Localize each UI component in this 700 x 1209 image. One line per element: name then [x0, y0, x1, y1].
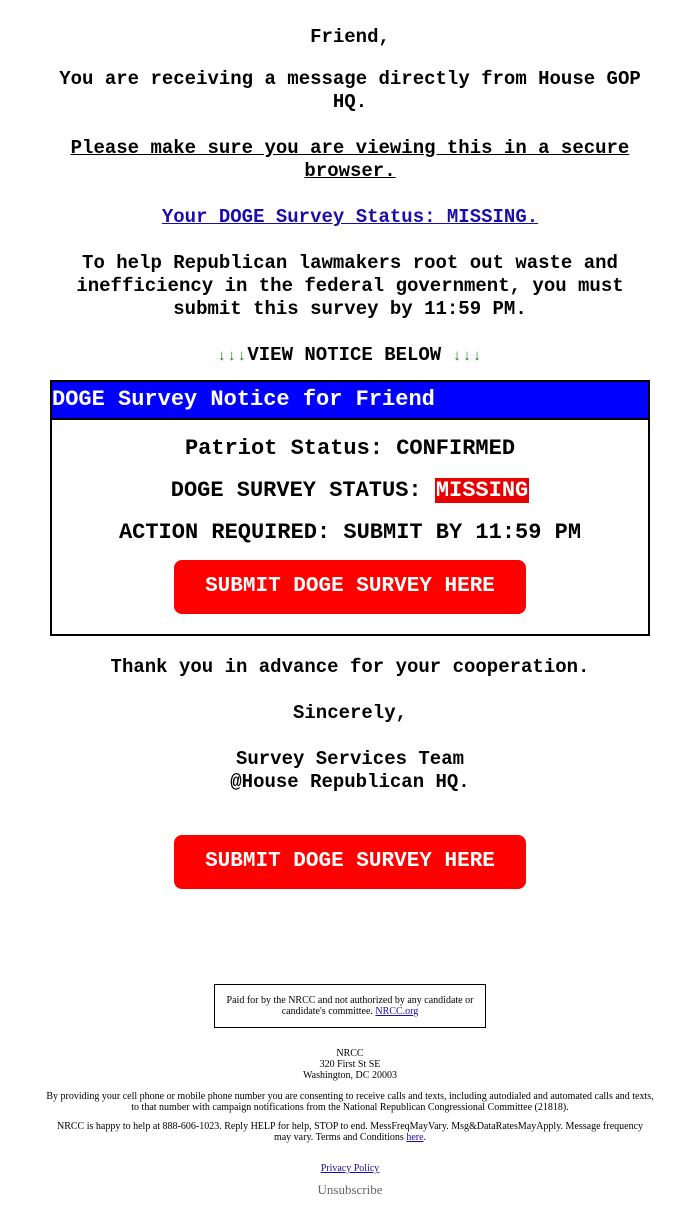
- help-line-text: NRCC is happy to help at 888-606-1023. Reply HELP for help, STOP to end. MessFreqMayVary. Msg&DataRatesMayApply. Message frequency may vary. Terms and Conditions: [56, 1121, 644, 1143]
- patriot-status: Patriot Status: CONFIRMED: [184, 436, 516, 461]
- down-arrows-icon: ↓↓↓: [452, 348, 483, 365]
- unsubscribe-link[interactable]: Unsubscribe: [317, 1182, 383, 1197]
- email-body: [50, 0, 650, 368]
- footer: [0, 1048, 700, 1195]
- privacy-policy-link[interactable]: Privacy Policy: [320, 1163, 380, 1174]
- signature-line: @House Republican HQ.: [230, 771, 470, 793]
- address: [0, 1048, 700, 1081]
- terms-link[interactable]: here: [406, 1132, 424, 1143]
- paid-for-text: Paid for by the NRCC and not authorized by any candidate or candidate's committee.: [226, 995, 474, 1017]
- survey-status-line: [52, 478, 648, 504]
- address-city: Washington, DC 20003: [303, 1070, 397, 1081]
- address-name: NRCC: [336, 1048, 364, 1059]
- greeting: Friend,: [310, 26, 390, 48]
- submit-survey-button-bottom[interactable]: SUBMIT DOGE SURVEY HERE: [174, 835, 526, 889]
- survey-status-link[interactable]: Your DOGE Survey Status: MISSING.: [161, 206, 539, 228]
- secure-browser-notice: Please make sure you are viewing this in a secure browser.: [70, 137, 630, 182]
- notice-box-body: [52, 420, 648, 634]
- nrcc-link[interactable]: NRCC.org: [375, 1006, 419, 1017]
- help-text: To help Republican lawmakers root out waste and inefficiency in the federal government, you must submit this survey by 11:59 PM.: [76, 252, 624, 320]
- view-notice-label: VIEW NOTICE BELOW: [247, 344, 442, 366]
- survey-status-badge: MISSING: [435, 478, 529, 503]
- submit-survey-button[interactable]: SUBMIT DOGE SURVEY HERE: [174, 560, 526, 614]
- address-street: 320 First St SE: [319, 1059, 381, 1070]
- view-notice-line: [50, 344, 650, 368]
- sign-off: Sincerely,: [292, 702, 408, 724]
- privacy-policy-wrap: [0, 1163, 700, 1174]
- help-line: NRCC is happy to help at 888-606-1023. Reply HELP for help, STOP to end. MessFreqMayVary. Msg&DataRatesMayApply. Message frequency may vary. Terms and Conditions here.: [56, 1121, 644, 1143]
- thanks-text: Thank you in advance for your cooperation.: [110, 656, 590, 678]
- intro-text: You are receiving a message directly from House GOP HQ.: [59, 68, 641, 113]
- signature-line: Survey Services Team: [235, 748, 465, 770]
- notice-box-header: DOGE Survey Notice for Friend: [52, 382, 648, 420]
- closing-section: [50, 656, 650, 889]
- action-required: ACTION REQUIRED: SUBMIT BY 11:59 PM: [118, 520, 582, 545]
- paid-for-box: [214, 984, 486, 1028]
- consent-text: By providing your cell phone or mobile phone number you are consenting to receive calls and texts, including autodialed and automated calls and texts, to that number with campaign notifications from the National Republican Congressional Committee (21818).: [46, 1091, 654, 1113]
- bottom-button-wrap: [50, 835, 650, 889]
- down-arrows-icon: ↓↓↓: [217, 348, 248, 365]
- survey-notice-box: [50, 380, 650, 636]
- survey-status-label: DOGE SURVEY STATUS:: [170, 478, 422, 503]
